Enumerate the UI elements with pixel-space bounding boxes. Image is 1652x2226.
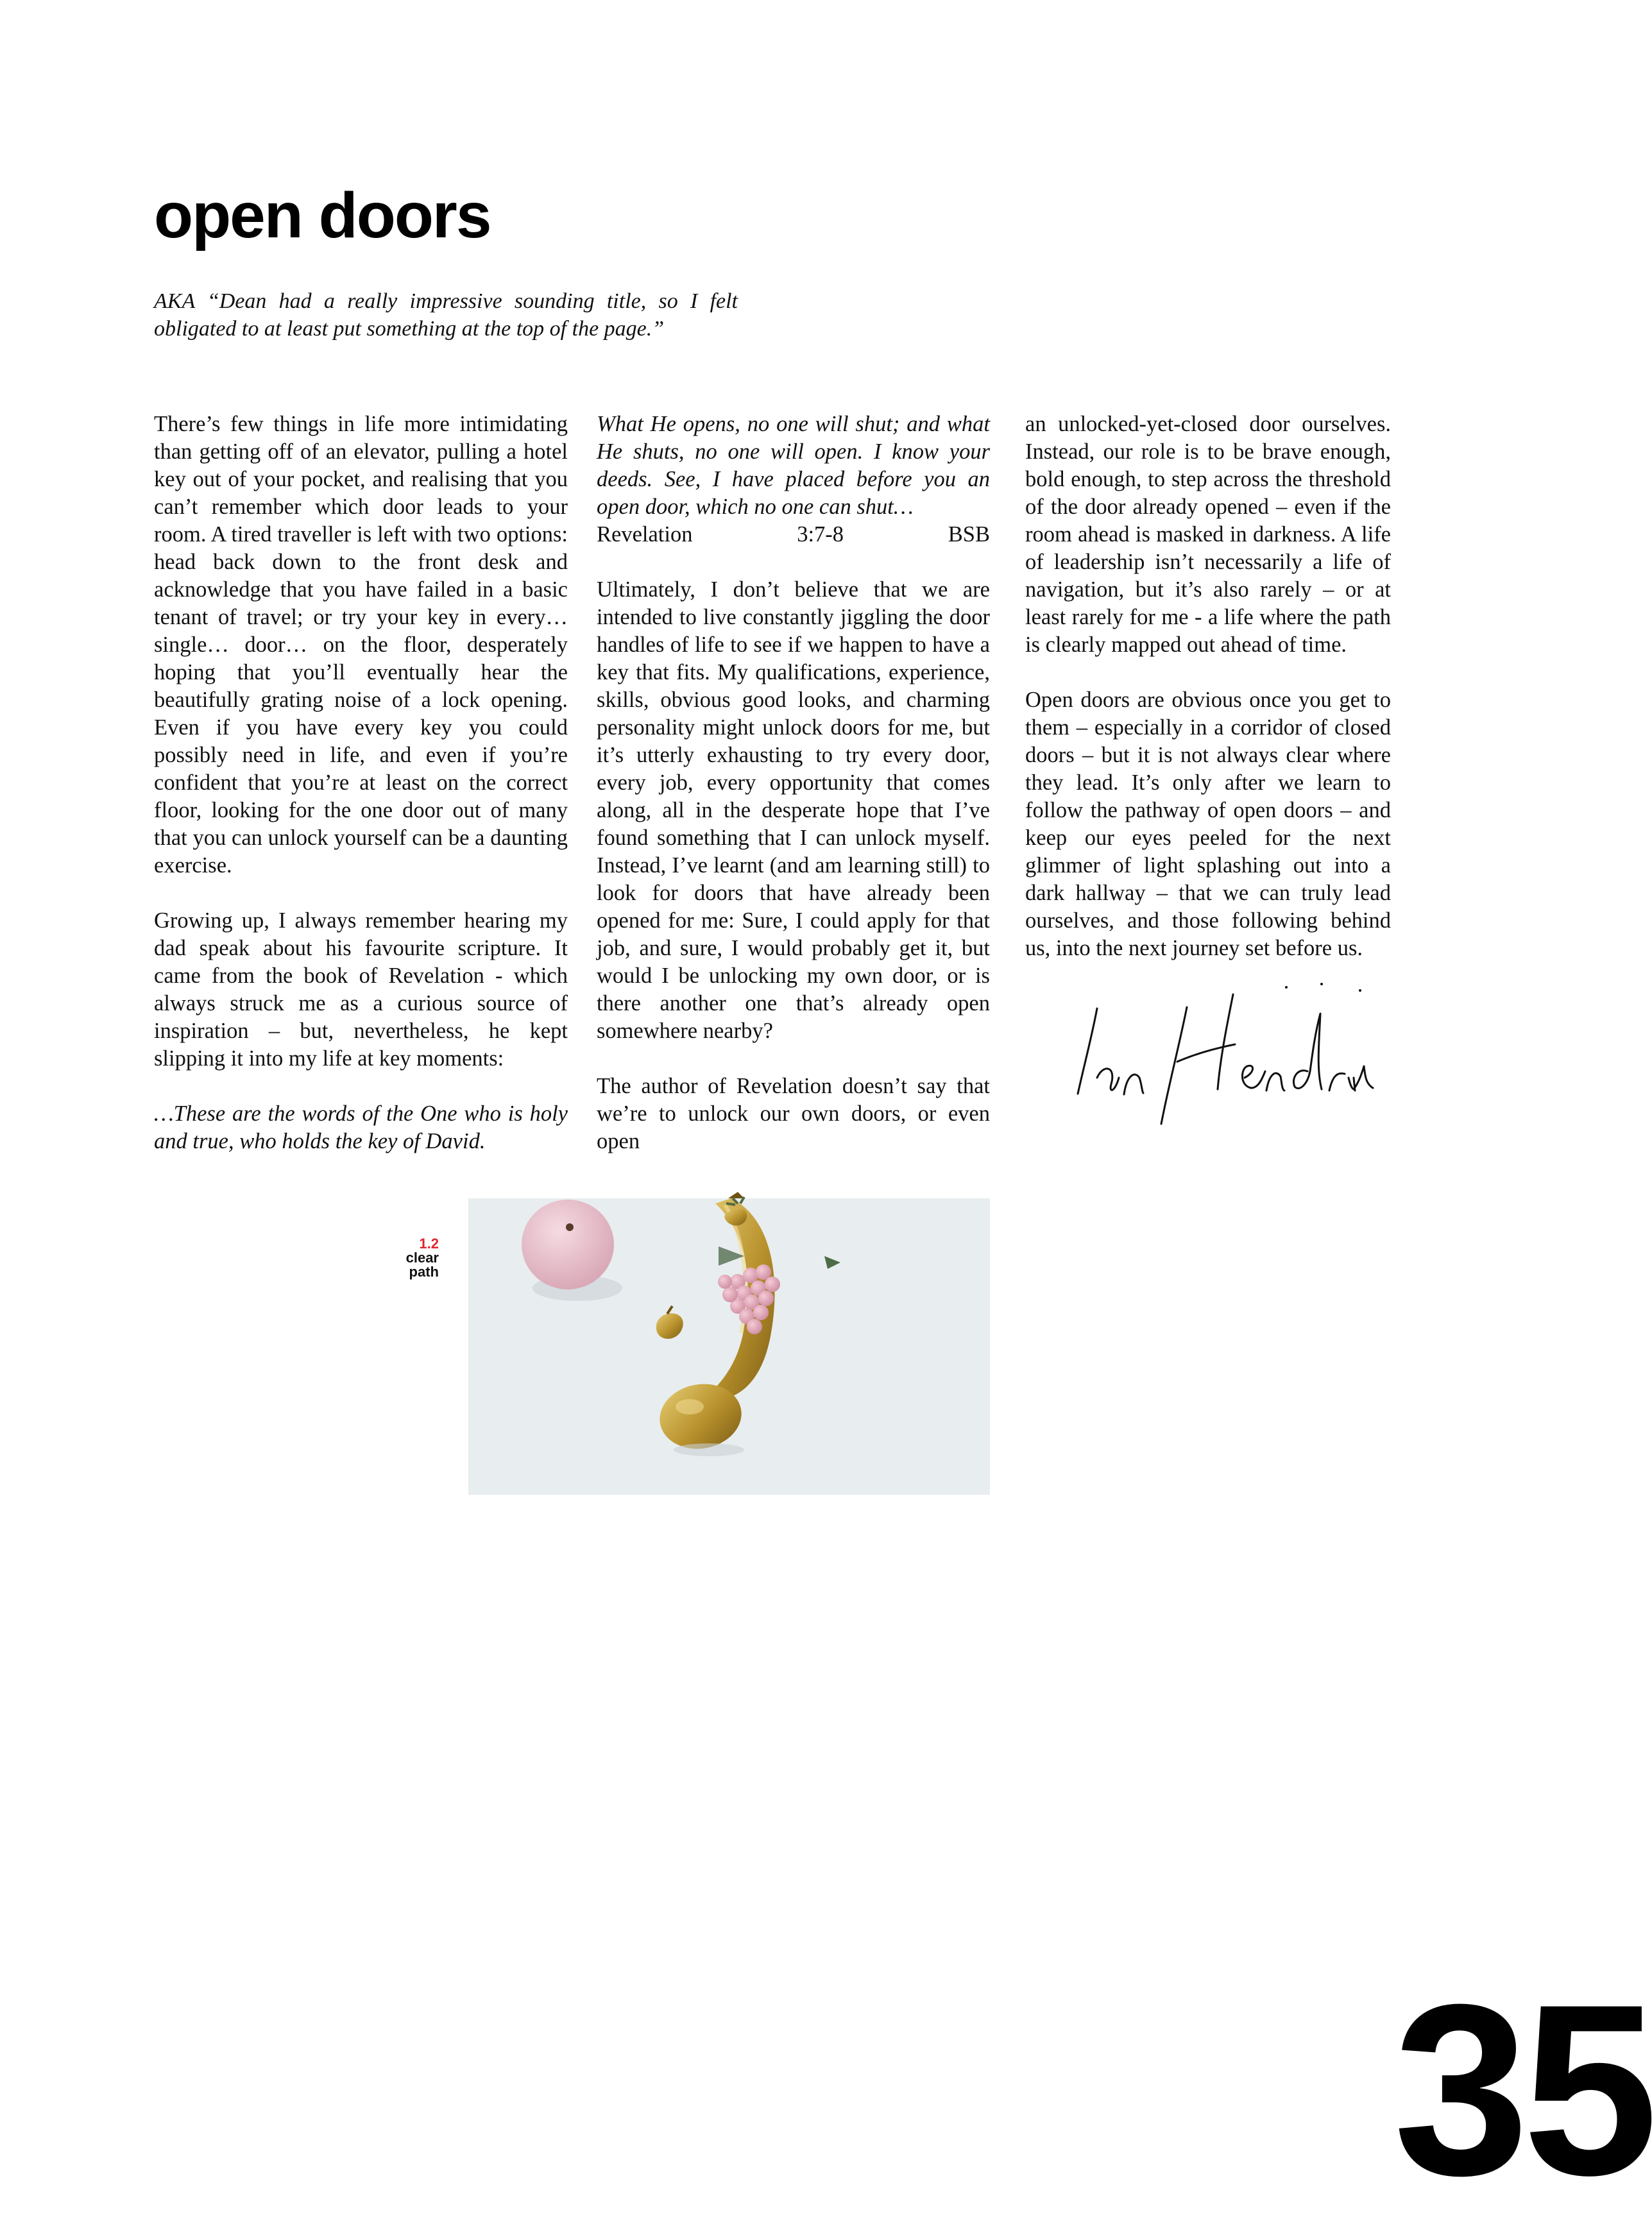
paragraph: an unlocked-yet-closed door ourselves. Instead, our role is to be brave enough, bold enough, to step across the threshold of the door already opened – even if the room ahead is masked in darkness. A life of leadership isn’t necessarily a life of navigation, but it’s also rarely – or at least rarely for me - a life where the path is clearly mapped out ahead of time. xyxy=(1025,412,1391,657)
article-subtitle: AKA “Dean had a really impressive sounding title, so I felt obligated to at least put something at the top of the page.” xyxy=(154,289,738,341)
figure-caption: path xyxy=(409,1264,439,1280)
reference-book: Revelation xyxy=(597,522,693,547)
fruit-photo xyxy=(468,1198,990,1495)
figure-caption: clear xyxy=(405,1250,439,1266)
paragraph: There’s few things in life more intimidating than getting off of an elevator, pulling a hotel key out of your pocket, and realising that you can’t remember which door leads to your room. A tired traveller is left with two options: head back down to the front desk and acknowledge that you have failed in a basic tenant of travel; or try your key in every… single… door… on the floor, desperately hoping that you’ll eventually hear the beautifully grating noise of a lock opening. Even if you have every key you could possibly need in life, and even if you’re confident that you’re at least on the correct floor, looking for the one door out of many that you can unlock yourself can be a daunting exercise. xyxy=(154,412,568,878)
scripture-reference xyxy=(597,521,990,548)
figure-number: 1.2 xyxy=(419,1236,439,1252)
reference-version: BSB xyxy=(948,522,990,547)
text-column-2 xyxy=(597,411,990,1183)
fruit-illustration xyxy=(468,1198,990,1495)
paragraph: Open doors are obvious once you get to them – especially in a corridor of closed doors – but it is not always clear where they lead. It’s only after we learn to follow the pathway of open doors – and keep our eyes peeled for the next glimmer of light splashing out into a dark hallway – that we can truly lead ourselves, and those following behind us, into the next journey set before us. xyxy=(1025,688,1391,960)
figure-label xyxy=(359,1237,439,1279)
page-number: 35 xyxy=(1393,1953,1652,2226)
article-title: open doors xyxy=(154,180,491,251)
reference-verse: 3:7-8 xyxy=(797,522,844,547)
paragraph: The author of Revelation doesn’t say that we’re to unlock our own doors, or even open xyxy=(597,1074,990,1153)
text-column-1 xyxy=(154,411,568,1183)
scripture-quote: …These are the words of the One who is holy and true, who holds the key of David. xyxy=(154,1101,568,1153)
paragraph: Ultimately, I don’t believe that we are intended to live constantly jiggling the door handles of life to see if we happen to have a key that fits. My qualifications, experience, skills, obvious good looks, and charming personality might unlock doors for me, but it’s utterly exhausting to try every door, every job, every opportunity that comes along, all in the desperate hope that I’ve found something that I can unlock myself. Instead, I’ve learnt (and am learning still) to look for doors that have already been opened for me: Sure, I could apply for that job, and sure, I would probably get it, but would I be unlocking my own door, or is there another one that’s already open somewhere nearby? xyxy=(597,577,990,1043)
paragraph: Growing up, I always remember hearing my dad speak about his favourite scripture. It came from the book of Revelation - which always struck me as a curious source of inspiration – but, nevertheless, he kept slipping it into my life at key moments: xyxy=(154,908,568,1071)
author-signature xyxy=(1052,981,1373,1142)
text-column-3 xyxy=(1025,411,1391,990)
pink-apple xyxy=(522,1200,614,1289)
scripture-quote: What He opens, no one will shut; and what He shuts, no one will open. I know your deeds. See, I have placed before you an open door, which no one can shut… xyxy=(597,412,990,519)
